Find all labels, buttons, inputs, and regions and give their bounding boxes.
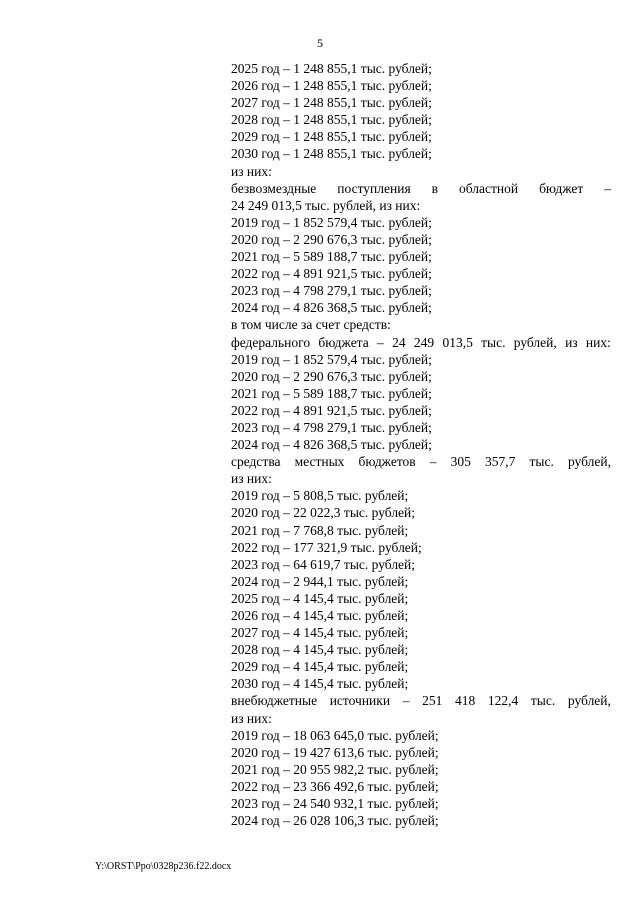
text-line: 2030 год – 1 248 855,1 тыс. рублей; xyxy=(231,146,432,162)
word: в xyxy=(431,180,439,196)
page-number: 5 xyxy=(317,36,323,50)
word: – xyxy=(402,693,410,709)
word: внебюджетные xyxy=(231,693,318,709)
text-line: 2023 год – 4 798 279,1 тыс. рублей; xyxy=(231,283,432,299)
text-line: 2019 год – 5 808,5 тыс. рублей; xyxy=(231,488,409,504)
text-line xyxy=(231,180,611,197)
text-line: 2023 год – 24 540 932,1 тыс. рублей; xyxy=(231,796,439,812)
text-line: 2022 год – 4 891 921,5 тыс. рублей; xyxy=(231,266,432,282)
text-line xyxy=(231,453,611,470)
file-path-footer: Y:\ORST\Ppo\0328p236.f22.docx xyxy=(95,861,232,872)
text-line: из них: xyxy=(231,710,272,726)
text-line: 2029 год – 4 145,4 тыс. рублей; xyxy=(231,659,409,675)
text-line xyxy=(231,334,611,351)
text-line: 2027 год – 1 248 855,1 тыс. рублей; xyxy=(231,95,432,111)
text-line: 2019 год – 1 852 579,4 тыс. рублей; xyxy=(231,214,432,230)
text-line: 24 249 013,5 тыс. рублей, из них: xyxy=(231,197,421,213)
word: 013,5 xyxy=(442,334,473,350)
text-line: 2024 год – 26 028 106,3 тыс. рублей; xyxy=(231,813,439,829)
text-line: 2021 год – 20 955 982,2 тыс. рублей; xyxy=(231,761,439,777)
word: 251 xyxy=(422,693,443,709)
word: рублей, xyxy=(513,334,557,350)
word: тыс. xyxy=(481,334,506,350)
word: источники xyxy=(329,693,391,709)
word: федерального xyxy=(231,334,311,350)
text-line: 2020 год – 19 427 613,6 тыс. рублей; xyxy=(231,744,439,760)
text-line: из них: xyxy=(231,163,272,179)
word: местных xyxy=(294,454,345,470)
text-line: 2021 год – 7 768,8 тыс. рублей; xyxy=(231,522,409,538)
word: тыс. xyxy=(529,454,554,470)
text-line: 2023 год – 64 619,7 тыс. рублей; xyxy=(231,556,416,572)
word: рублей, xyxy=(567,693,611,709)
text-line: 2025 год – 4 145,4 тыс. рублей; xyxy=(231,590,409,606)
text-line: 2019 год – 18 063 645,0 тыс. рублей; xyxy=(231,727,439,743)
word: областной xyxy=(458,180,519,196)
text-line: 2027 год – 4 145,4 тыс. рублей; xyxy=(231,625,409,641)
text-line: 2020 год – 2 290 676,3 тыс. рублей; xyxy=(231,368,432,384)
text-line: 2022 год – 23 366 492,6 тыс. рублей; xyxy=(231,778,439,794)
text-line: 2029 год – 1 248 855,1 тыс. рублей; xyxy=(231,129,432,145)
document-body xyxy=(231,60,611,829)
word: 418 xyxy=(455,693,476,709)
word: бюджета xyxy=(318,334,369,350)
word: безвозмездные xyxy=(231,180,317,196)
text-line: 2024 год – 4 826 368,5 тыс. рублей; xyxy=(231,300,432,316)
text-line: 2024 год – 2 944,1 тыс. рублей; xyxy=(231,573,409,589)
text-line: 2028 год – 4 145,4 тыс. рублей; xyxy=(231,642,409,658)
text-line: в том числе за счет средств: xyxy=(231,317,391,333)
text-line: 2024 год – 4 826 368,5 тыс. рублей; xyxy=(231,437,432,453)
word: 249 xyxy=(413,334,435,350)
text-line: 2019 год – 1 852 579,4 тыс. рублей; xyxy=(231,351,432,367)
text-line: 2025 год – 1 248 855,1 тыс. рублей; xyxy=(231,61,432,76)
text-line: 2028 год – 1 248 855,1 тыс. рублей; xyxy=(231,112,432,128)
text-line: 2030 год – 4 145,4 тыс. рублей; xyxy=(231,676,409,692)
word: бюджет xyxy=(539,180,584,196)
text-line: 2023 год – 4 798 279,1 тыс. рублей; xyxy=(231,419,432,435)
text-line: из них: xyxy=(231,471,272,487)
word: средства xyxy=(231,454,281,470)
text-line: 2021 год – 5 589 188,7 тыс. рублей; xyxy=(231,249,432,265)
word: – xyxy=(377,334,384,350)
word: – xyxy=(429,454,437,470)
word: 122,4 xyxy=(487,693,519,709)
text-line xyxy=(231,692,611,709)
word: тыс. xyxy=(530,693,556,709)
text-line: 2026 год – 1 248 855,1 тыс. рублей; xyxy=(231,78,432,94)
text-line: 2020 год – 22 022,3 тыс. рублей; xyxy=(231,505,416,521)
word: рублей, xyxy=(567,454,611,470)
word: 357,7 xyxy=(485,454,516,470)
word: бюджетов xyxy=(358,454,416,470)
text-line: 2022 год – 177 321,9 тыс. рублей; xyxy=(231,539,422,555)
word: них: xyxy=(585,334,611,350)
word: из xyxy=(565,334,578,350)
text-line: 2022 год – 4 891 921,5 тыс. рублей; xyxy=(231,402,432,418)
text-line: 2021 год – 5 589 188,7 тыс. рублей; xyxy=(231,385,432,401)
word: 305 xyxy=(450,454,471,470)
word: 24 xyxy=(392,334,406,350)
text-line: 2026 год – 4 145,4 тыс. рублей; xyxy=(231,608,409,623)
text-line: 2020 год – 2 290 676,3 тыс. рублей; xyxy=(231,231,432,247)
word: – xyxy=(604,180,611,196)
word: поступления xyxy=(337,180,411,196)
